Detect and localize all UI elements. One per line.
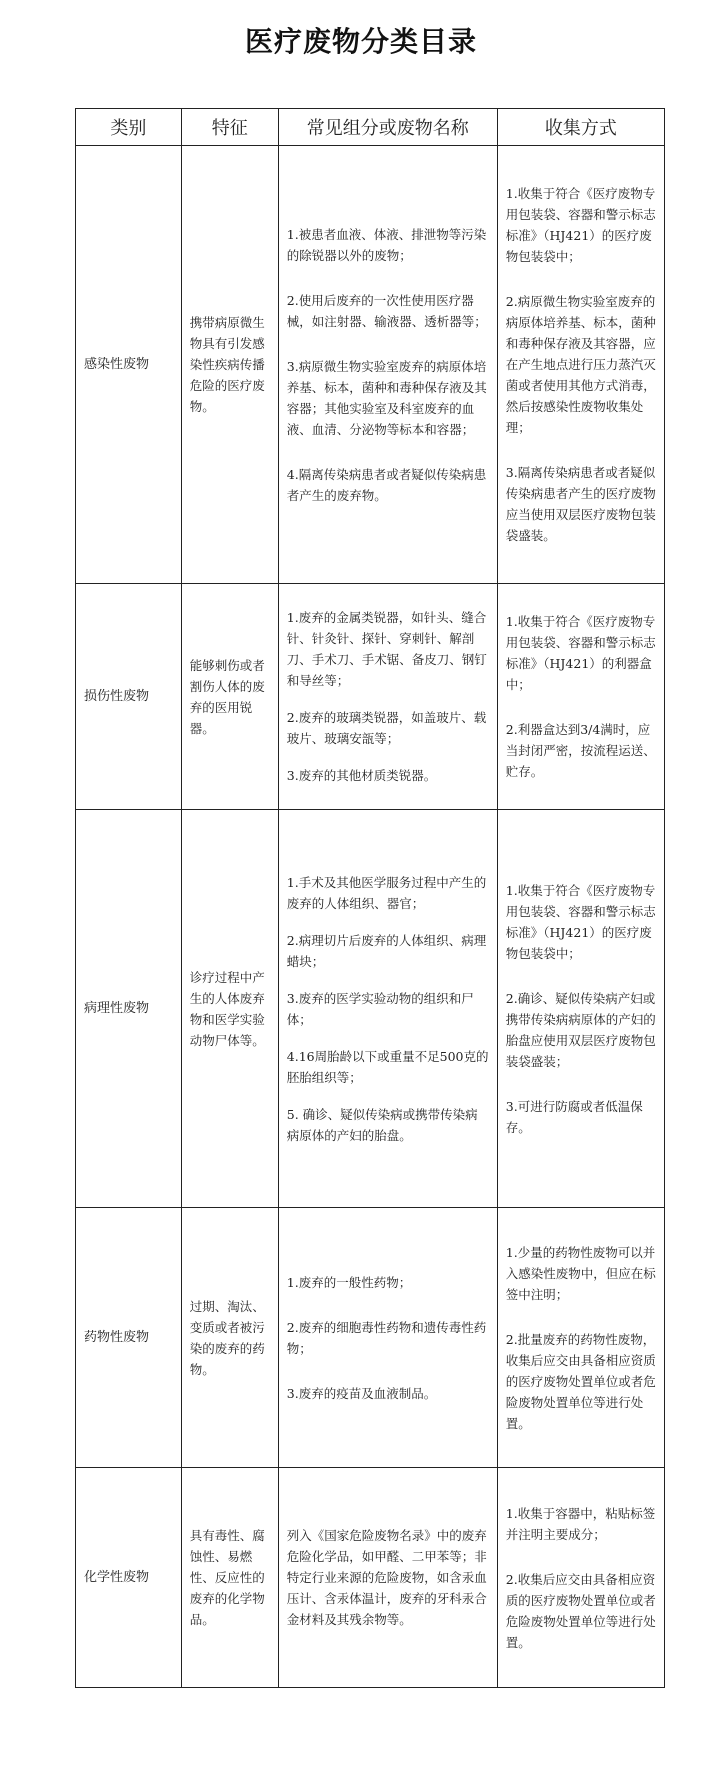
row-components <box>278 146 497 584</box>
collection-item: 2.批量废弃的药物性废物，收集后应交由具备相应资质的医疗废物处置单位或者危险废物处置单位等进行处置。 <box>505 1331 656 1431</box>
component-item: 列入《国家危险废物名录》中的废弃危险化学品，如甲醛、二甲苯等；非特定行业来源的危险废物，如含汞血压计、含汞体温计，废弃的牙科汞合金材料及其残余物等。 <box>286 1528 487 1627</box>
header-collection: 收集方式 <box>497 109 664 146</box>
collection-item: 3.可进行防腐或者低温保存。 <box>505 1098 643 1135</box>
row-feature: 具有毒性、腐蚀性、易燃性、反应性的废弃的化学物品。 <box>181 1468 278 1688</box>
table-row <box>76 1468 665 1688</box>
row-components <box>278 584 497 810</box>
component-item: 3.废弃的医学实验动物的组织和尸体； <box>286 990 474 1027</box>
table-row <box>76 810 665 1208</box>
row-components <box>278 1208 497 1468</box>
row-collection <box>497 1208 664 1468</box>
component-item: 4.16周胎龄以下或重量不足500克的胚胎组织等； <box>286 1048 489 1085</box>
row-category: 损伤性废物 <box>76 584 182 810</box>
collection-item: 3.隔离传染病患者或者疑似传染病患者产生的医疗废物应当使用双层医疗废物包装袋盛装。 <box>505 465 656 543</box>
row-category: 化学性废物 <box>76 1468 182 1688</box>
header-category: 类别 <box>76 109 182 146</box>
component-item: 2.废弃的细胞毒性药物和遗传毒性药物； <box>286 1319 487 1356</box>
component-item: 1.手术及其他医学服务过程中产生的废弃的人体组织、器官； <box>286 874 487 911</box>
collection-item: 1.收集于符合《医疗废物专用包装袋、容器和警示标志标准》（HJ421）的医疗废物包装袋中； <box>505 882 656 961</box>
collection-item: 2.利器盒达到3/4满时，应当封闭严密，按流程运送、贮存。 <box>505 722 656 779</box>
row-collection <box>497 584 664 810</box>
component-item: 1.废弃的一般性药物； <box>286 1274 412 1290</box>
component-item: 5. 确诊、疑似传染病或携带传染病病原体的产妇的胎盘。 <box>286 1106 478 1143</box>
component-item: 4.隔离传染病患者或者疑似传染病患者产生的废弃物。 <box>286 466 487 503</box>
collection-item: 1.少量的药物性废物可以并入感染性废物中，但应在标签中注明； <box>505 1244 656 1302</box>
header-components: 常见组分或废物名称 <box>278 109 497 146</box>
table-row <box>76 584 665 810</box>
component-item: 1.被患者血液、体液、排泄物等污染的除锐器以外的废物； <box>286 226 487 263</box>
row-components <box>278 1468 497 1688</box>
row-category: 感染性废物 <box>76 146 182 584</box>
component-item: 1.废弃的金属类锐器，如针头、缝合针、针灸针、探针、穿刺针、解剖刀、手术刀、手术锯、备皮刀、钢钉和导丝等； <box>286 610 487 688</box>
component-item: 2.废弃的玻璃类锐器，如盖玻片、载玻片、玻璃安瓿等； <box>286 710 487 746</box>
header-feature: 特征 <box>181 109 278 146</box>
row-feature: 能够刺伤或者割伤人体的废弃的医用锐器。 <box>181 584 278 810</box>
classification-table-container <box>75 108 665 1688</box>
component-item: 3.废弃的疫苗及血液制品。 <box>286 1385 437 1401</box>
collection-item: 1.收集于符合《医疗废物专用包装袋、容器和警示标志标准》（HJ421）的利器盒中； <box>505 614 656 692</box>
row-feature: 携带病原微生物具有引发感染性疾病传播危险的医疗废物。 <box>181 146 278 584</box>
component-item: 3.病原微生物实验室废弃的病原体培养基、标本，菌种和毒种保存液及其容器；其他实验室及科室废弃的血液、血清、分泌物等标本和容器； <box>286 358 487 437</box>
collection-item: 1.收集于容器中，粘贴标签并注明主要成分； <box>505 1505 656 1542</box>
row-collection <box>497 1468 664 1688</box>
row-feature: 诊疗过程中产生的人体废弃物和医学实验动物尸体等。 <box>181 810 278 1208</box>
page-title: 医疗废物分类目录 <box>244 25 477 58</box>
collection-item: 2.病原微生物实验室废弃的病原体培养基、标本，菌种和毒种保存液及其容器，应在产生地点进行压力蒸汽灭菌或者使用其他方式消毒，然后按感染性废物收集处理； <box>505 294 656 435</box>
collection-item: 1.收集于符合《医疗废物专用包装袋、容器和警示标志标准》（HJ421）的医疗废物包装袋中； <box>505 186 656 264</box>
component-item: 2.病理切片后废弃的人体组织、病理蜡块； <box>286 932 487 969</box>
component-item: 3.废弃的其他材质类锐器。 <box>286 768 437 783</box>
collection-item: 2.收集后应交由具备相应资质的医疗废物处置单位或者危险废物处置单位等进行处置。 <box>505 1571 656 1650</box>
component-item: 2.使用后废弃的一次性使用医疗器械，如注射器、输液器、透析器等； <box>286 292 487 329</box>
row-category: 病理性废物 <box>76 810 182 1208</box>
row-collection <box>497 810 664 1208</box>
row-feature: 过期、淘汰、变质或者被污染的废弃的药物。 <box>181 1208 278 1468</box>
table-header-row <box>76 109 665 146</box>
collection-item: 2.确诊、疑似传染病产妇或携带传染病病原体的产妇的胎盘应使用双层医疗废物包装袋盛装； <box>505 990 656 1069</box>
table-row <box>76 146 665 584</box>
classification-table <box>75 108 665 1688</box>
row-collection <box>497 146 664 584</box>
row-components <box>278 810 497 1208</box>
table-row <box>76 1208 665 1468</box>
row-category: 药物性废物 <box>76 1208 182 1468</box>
